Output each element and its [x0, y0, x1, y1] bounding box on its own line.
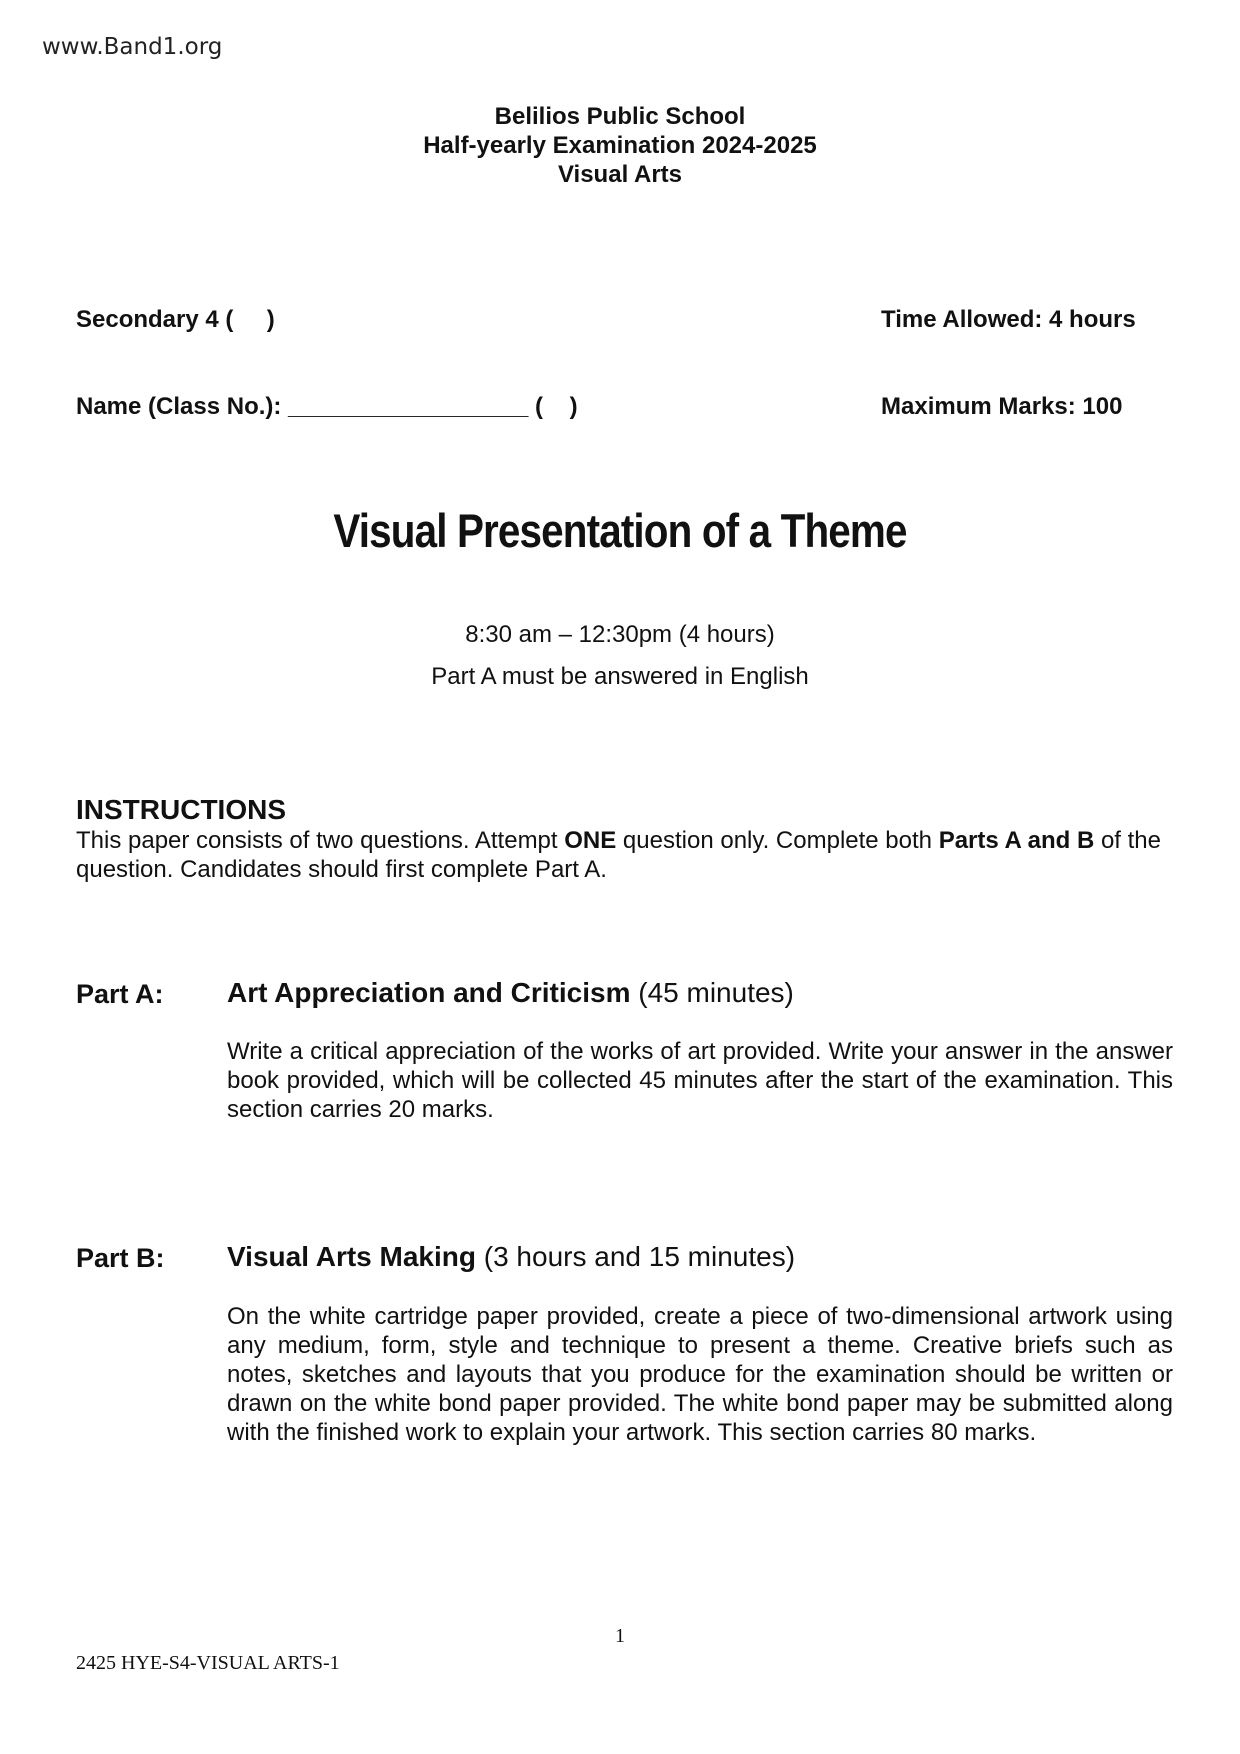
- exam-time-range: 8:30 am – 12:30pm (4 hours): [465, 621, 775, 648]
- part-b-description: On the white cartridge paper provided, create a piece of two-dimensional artwork using any medium, form, style and technique to present a theme. Creative briefs such as notes, sketches and layouts that you produce for the examination should be written or drawn on the white bond paper provided. The white bond paper may be submitted along with the finished work to explain your artwork. This section carries 80 marks.: [227, 1303, 1173, 1446]
- candidate-info: [76, 247, 578, 450]
- instructions-heading: INSTRUCTIONS: [76, 794, 286, 825]
- name-line: Name (Class No.): __________________ ( ): [76, 393, 578, 420]
- language-note: Part A must be answered in English: [431, 663, 809, 690]
- part-b-duration: (3 hours and 15 minutes): [475, 1241, 796, 1272]
- part-b-title: Visual Arts Making: [227, 1241, 476, 1272]
- paper-code: 2425 HYE-S4-VISUAL ARTS-1: [76, 1652, 340, 1674]
- page-number: 1: [615, 1625, 625, 1647]
- part-a-title: Art Appreciation and Criticism: [227, 977, 631, 1008]
- subject-name: Visual Arts: [557, 161, 683, 188]
- maximum-marks: Maximum Marks: 100: [881, 393, 1123, 420]
- part-a-duration: (45 minutes): [630, 977, 794, 1008]
- time-allowed: Time Allowed: 4 hours: [881, 306, 1136, 333]
- form-line: Secondary 4 ( ): [76, 306, 275, 333]
- instructions-text: [76, 826, 1166, 884]
- part-a-label: Part A:: [76, 979, 164, 1009]
- part-a-description: Write a critical appreciation of the works of art provided. Write your answer in the answer book provided, which will be collected 45 minutes after the start of the examination. This section carries 20 marks.: [227, 1038, 1173, 1123]
- paper-title: Visual Presentation of a Theme: [333, 504, 907, 557]
- school-name: Belilios Public School: [494, 103, 746, 130]
- exam-info: [881, 247, 1136, 450]
- instructions-text-2: question only. Complete both: [616, 827, 939, 854]
- instructions-text-3: of the question. Candidates should first complete Part A.: [76, 827, 1161, 883]
- exam-name: Half-yearly Examination 2024-2025: [423, 132, 817, 159]
- part-b-label: Part B:: [76, 1243, 165, 1273]
- exam-header: [0, 102, 1240, 189]
- part-a-heading: [227, 976, 794, 1010]
- watermark-url: www.Band1.org: [42, 34, 223, 60]
- instructions-text-1: This paper consists of two questions. Attempt: [76, 827, 565, 854]
- instructions-bold-2: Parts A and B: [938, 827, 1095, 854]
- instructions-bold-1: ONE: [564, 827, 617, 854]
- part-b-heading: [227, 1240, 795, 1274]
